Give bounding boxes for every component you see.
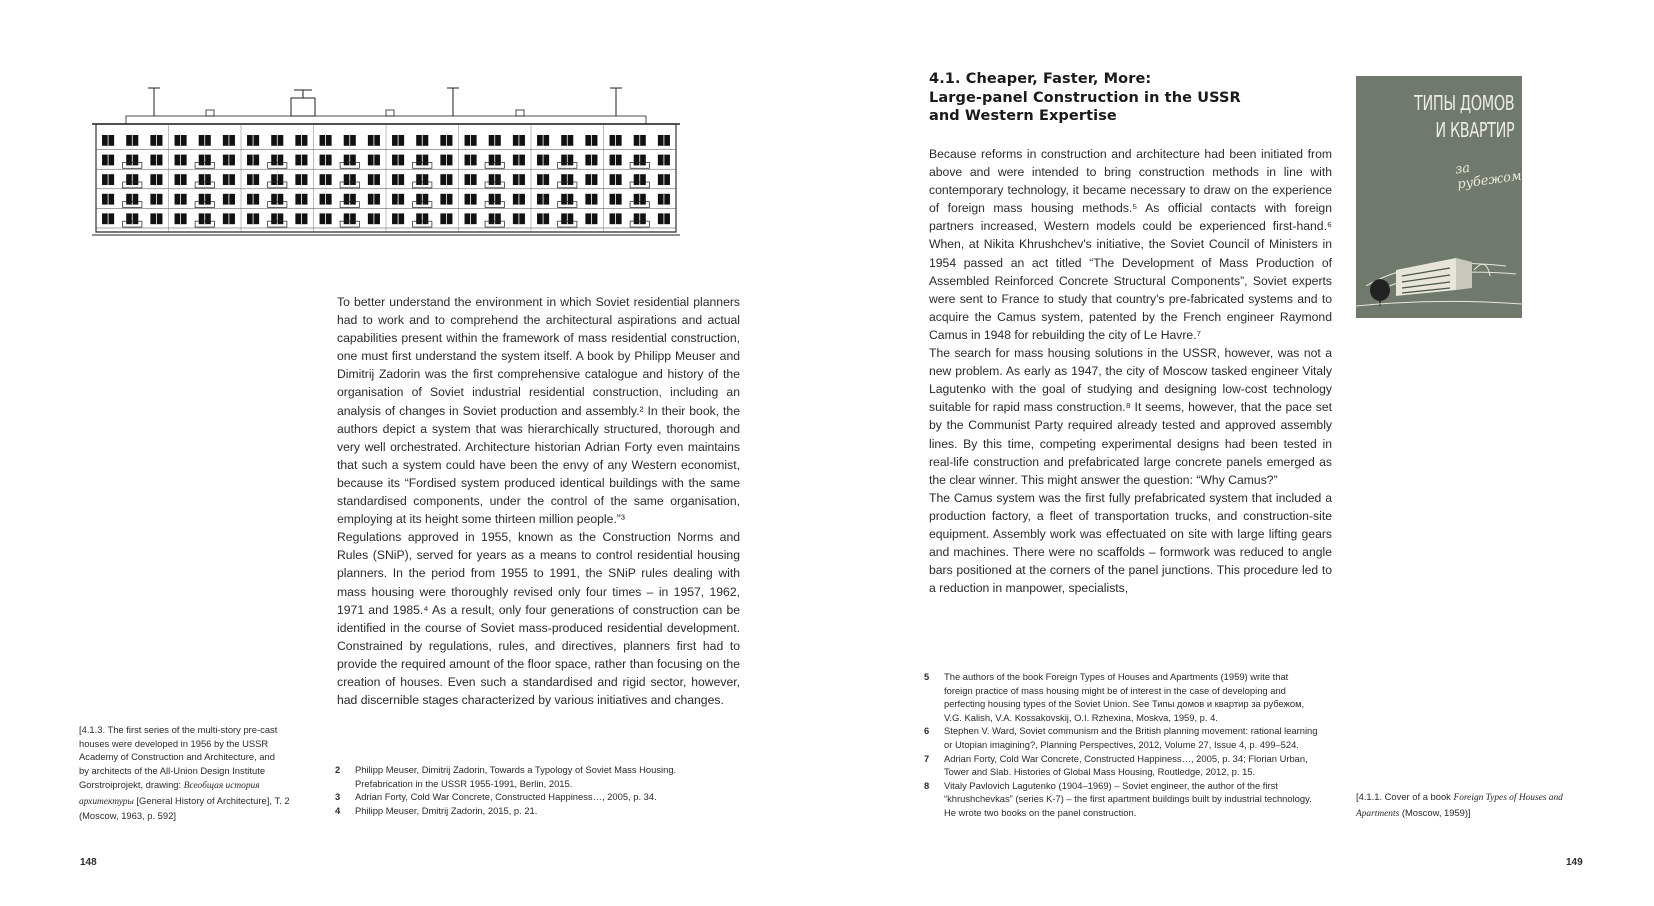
footnote-number: 2 — [335, 764, 341, 775]
right-paragraph-3: The Camus system was the first fully prefabricated system that included a production factory, a fleet of transportation trucks, and construction-site equipment. Assembly work was effectuated on site with large lifting gears and machines. There were no scaffolds – formwork was reduced to angle bars positioned at the corners of the panel junctions. This procedure led to a reduction in manpower, specialists, — [929, 490, 1332, 596]
caption-line: houses were developed in 1956 by the USSR — [79, 737, 269, 749]
footnote — [924, 724, 1344, 751]
footnote-line: Adrian Forty, Cold War Concrete, Constructed Happiness…, 2005, p. 34; Florian Urban, — [944, 752, 1308, 764]
footnote-number: 3 — [335, 791, 341, 803]
left-figure-caption — [79, 723, 319, 823]
book-cover-image — [1356, 76, 1522, 318]
caption-italic-title: Foreign Types of Houses and — [1453, 793, 1563, 803]
caption-text: Gorstroiprojekt, drawing: — [79, 778, 184, 790]
footnote — [924, 779, 1344, 820]
footnote-line: Prefabrication in the USSR 1955-1991, Berlin, 2015. — [355, 777, 573, 789]
footnote-line: He wrote two books on the panel construction. — [944, 806, 1137, 818]
footnote-line: perfecting housing types of the Soviet Union. See Типы домов и квартир за рубежом, — [944, 698, 1305, 710]
footnote-number: 7 — [924, 752, 930, 764]
caption-line — [1356, 790, 1586, 806]
footnote-line: V.G. Kalish, V.A. Kossakovskij, O.I. Rzhexina, Moskva, 1959, p. 4. — [944, 711, 1218, 723]
footnote-line: Vitaly Pavlovich Lagutenko (1904–1969) – Soviet engineer, the author of the first — [944, 779, 1278, 791]
heading-line: Large-panel Construction in the USSR — [929, 89, 1241, 106]
left-paragraph-2: Regulations approved in 1955, known as the Construction Norms and Rules (SNiP), served for years as a means to control residential housing planners. In the period from 1955 to 1991, the SNiP rules dealing with mass housing were thoroughly revised only four times – in 1957, 1962, 1971 and 1985.⁴ As a result, only four generations of construction can be identified in the course of Soviet mass-produced residential development. Constrained by regulations, rules, and directives, planners first had to provide the required amount of the floor space, rather than focusing on the creation of houses. Even such a standardised and rigid sector, however, had discernible stages characterized by various initiatives and changes. — [337, 530, 740, 708]
footnote-line: Philipp Meuser, Dimitrij Zadorin, Towards a Typology of Soviet Mass Housing. — [355, 764, 677, 775]
footnote-number: 5 — [924, 671, 930, 682]
footnote-line: Adrian Forty, Cold War Concrete, Constructed Happiness…, 2005, p. 34. — [355, 791, 657, 803]
book-cover-title-line: И КВАРТИР — [1435, 118, 1514, 142]
caption-italic-title: архитектуры — [79, 796, 134, 807]
heading-line: 4.1. Cheaper, Faster, More: — [929, 71, 1152, 87]
footnote — [335, 763, 755, 790]
caption-line: [4.1.3. The first series of the multi-story pre-cast — [79, 724, 278, 735]
right-body-text — [929, 145, 1332, 597]
footnote-number: 8 — [924, 779, 930, 791]
left-footnotes — [335, 763, 755, 817]
right-figure-caption — [1356, 790, 1586, 821]
footnote-line: Stephen V. Ward, Soviet communism and the British planning movement: rational learning — [944, 725, 1318, 737]
footnote-number: 4 — [335, 804, 341, 816]
book-cover-title-line: ТИПЫ ДОМОВ — [1413, 91, 1514, 115]
footnote-line: Tower and Slab. Histories of Global Mass Housing, Routledge, 2012, p. 15. — [944, 766, 1256, 778]
caption-line — [79, 794, 319, 810]
book-cover-subtitle: за рубежом — [1454, 160, 1523, 193]
caption-text: (Moscow, 1959)] — [1399, 806, 1471, 818]
caption-text: [General History of Architecture], T. 2 — [136, 794, 290, 806]
footnote-line: or Utopian imagining?, Planning Perspectives, 2012, Volume 27, Issue 4, p. 499–524. — [944, 738, 1299, 750]
left-paragraph-1: To better understand the environment in which Soviet residential planners had to work and to comprehend the architectural aspirations and actual capabilities present within the framework of mass residential construction, one must first understand the system itself. A book by Philipp Meuser and Dimitrij Zadorin was the first comprehensive catalogue and history of the organisation of Soviet industrial residential construction, including an analysis of changes in Soviet production and assembly.² In their book, the authors depict a system that was hierarchically structured, thorough and very well orchestrated. Architecture historian Adrian Forty even maintains that such a system could have been the envy of any Western economist, because its “Fordised system produced identical buildings with the same standardised components, under the control of the same organisation, employing at its height some thirteen million people.”³ — [337, 295, 740, 527]
footnote-line: “khrushchevkas” (series K-7) – the first apartment buildings built by industrial technology. — [944, 793, 1312, 805]
footnote — [924, 670, 1344, 724]
caption-line: Academy of Construction and Architecture, and — [79, 751, 275, 763]
caption-line: (Moscow, 1963, p. 592] — [79, 810, 176, 822]
caption-line: by architects of the All-Union Design Institute — [79, 765, 266, 777]
footnote — [335, 804, 755, 818]
left-page-number: 148 — [80, 857, 97, 868]
footnote-line: The authors of the book Foreign Types of Houses and Apartments (1959) write that — [944, 671, 1289, 682]
caption-line — [1356, 806, 1586, 822]
right-footnotes — [924, 670, 1344, 820]
building-drawing-svg — [86, 72, 686, 242]
footnote — [924, 752, 1344, 779]
caption-italic-title: Apartments — [1356, 808, 1400, 819]
caption-text: [4.1.1. Cover of a book — [1356, 791, 1454, 802]
footnote-number: 6 — [924, 725, 930, 737]
caption-line — [79, 778, 319, 794]
building-elevation-drawing — [86, 72, 686, 242]
footnote-line: Philipp Meuser, Dmitrij Zadorin, 2015, p. 21. — [355, 804, 538, 816]
left-body-text — [337, 293, 740, 709]
heading-line: and Western Expertise — [929, 108, 1117, 124]
book-cover-illustration — [1356, 226, 1522, 318]
footnote-line: foreign practice of mass housing might be of interest in the case of developing and — [944, 684, 1286, 696]
right-paragraph-1: Because reforms in construction and architecture had been initiated from above and were intended to bring construction methods in line with contemporary technology, it became necessary to draw on the experience of foreign mass housing methods.⁵ As official contacts with foreign partners increased, Western models could be experienced first-hand.⁶ When, at Nikita Khrushchev's initiative, the Soviet Council of Ministers in 1954 passed an act titled “The Development of Mass Production of Assembled Reinforced Concrete Structural Components”, Soviet experts were sent to France to study that country's pre-fabricated systems and to acquire the Camus system, patented by the French engineer Raymond Camus in 1948 for rebuilding the city of Le Havre.⁷ — [929, 147, 1332, 342]
right-page-number: 149 — [1566, 857, 1583, 868]
section-heading — [929, 70, 1309, 126]
caption-italic-title: Всеобщая история — [183, 780, 260, 791]
right-paragraph-2: The search for mass housing solutions in the USSR, however, was not a new problem. As early as 1947, the city of Moscow tasked engineer Vitaly Lagutenko with the goal of studying and designing low-cost technology suitable for rapid mass construction.⁸ It seems, however, that the pace set by the Communist Party required already tested and approved assembly lines. By this time, competing experimental designs had been tested in real-life construction and prefabricated large concrete panels emerged as the clear winner. This might answer the question: “Why Camus?” — [929, 346, 1332, 487]
book-cover-title — [1414, 90, 1514, 144]
footnote — [335, 790, 755, 804]
